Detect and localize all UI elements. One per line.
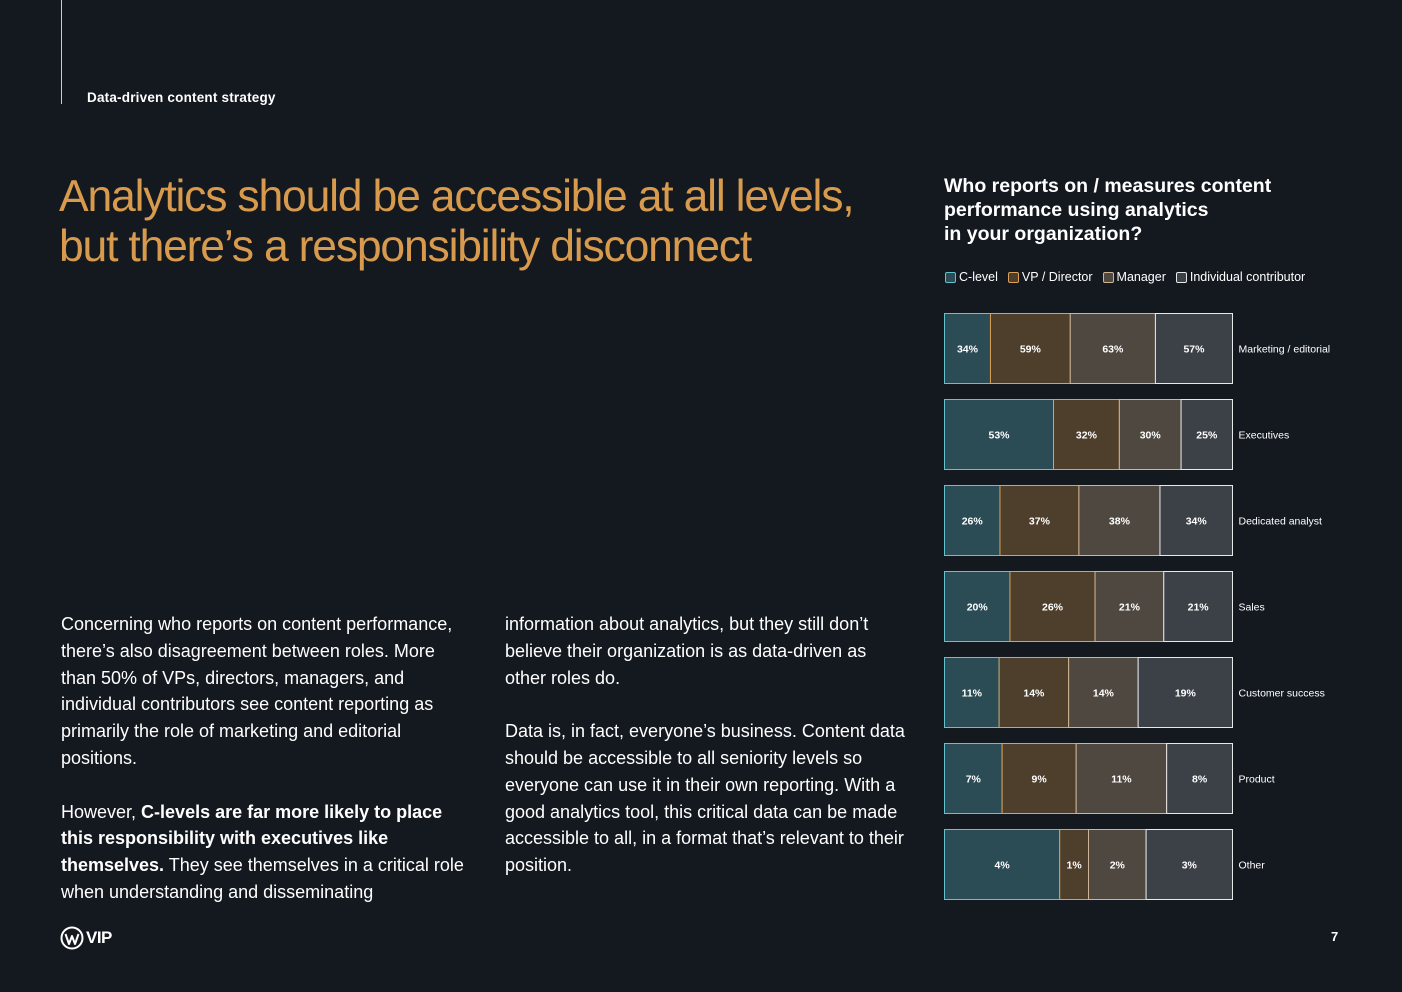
legend-item-vp-director <box>1008 270 1093 284</box>
page-title-line-1: Analytics should be accessible at all levels, <box>59 172 854 221</box>
chart-title-line: Who reports on / measures content <box>944 175 1272 197</box>
category-label: Other <box>1238 859 1265 872</box>
legend-label: C-level <box>959 270 998 284</box>
data-label: 11% <box>961 687 983 700</box>
stacked-bar-chart <box>930 300 1390 910</box>
page-title <box>59 172 919 272</box>
data-label: 7% <box>965 773 981 786</box>
data-label: 63% <box>1102 343 1124 356</box>
body-emphasis: C-levels are far more likely to place this responsibility with executives like themselves. <box>61 801 443 876</box>
legend-swatch-vp-director <box>1008 272 1019 283</box>
data-label: 21% <box>1118 601 1140 614</box>
data-label: 8% <box>1191 773 1208 786</box>
section-label: Data-driven content strategy <box>87 90 276 105</box>
chart-title-line: performance using analytics <box>944 199 1209 221</box>
header-rule <box>61 0 62 104</box>
data-label: 4% <box>994 859 1010 872</box>
body-column-2 <box>505 611 905 906</box>
wordpress-logo-icon <box>60 926 84 950</box>
data-label: 26% <box>961 515 983 528</box>
data-label: 11% <box>1111 773 1132 786</box>
data-label: 14% <box>1023 687 1045 700</box>
category-label: Dedicated analyst <box>1238 515 1322 528</box>
page-title-line-2: but there’s a responsibility disconnect <box>59 222 751 271</box>
chart-legend <box>945 270 1305 284</box>
legend-item-manager <box>1103 270 1166 284</box>
legend-label: VP / Director <box>1021 270 1093 284</box>
data-label: 57% <box>1183 343 1205 356</box>
legend-label: Individual contributor <box>1189 270 1306 284</box>
legend-swatch-individual-contributor <box>1176 272 1187 283</box>
legend-swatch-c-level <box>945 272 956 283</box>
chart-title-line: in your organization? <box>944 223 1143 245</box>
data-label: 9% <box>1031 773 1047 786</box>
data-label: 34% <box>956 343 978 356</box>
category-label: Marketing / editorial <box>1238 343 1331 356</box>
data-label: 3% <box>1181 859 1197 872</box>
body-column-1 <box>61 611 471 933</box>
data-label: 32% <box>1075 429 1097 442</box>
data-label: 1% <box>1066 859 1082 872</box>
vip-logo <box>60 926 112 950</box>
data-label: 2% <box>1109 859 1125 872</box>
data-label: 20% <box>966 601 988 614</box>
category-label: Sales <box>1238 601 1265 614</box>
data-label: 53% <box>988 429 1010 442</box>
category-label: Product <box>1238 773 1275 786</box>
category-label: Customer success <box>1238 687 1325 700</box>
data-label: 37% <box>1028 515 1050 528</box>
body-text: They see themselves in a critical role when understanding and disseminating <box>61 855 464 902</box>
legend-item-individual-contributor <box>1176 270 1305 284</box>
body-paragraph: information about analytics, but they still don’t believe their organization is as data-driven as other roles do. <box>505 614 869 688</box>
body-paragraph: Data is, in fact, everyone’s business. Content data should be accessible to all seniority levels so everyone can use it in their own reporting. With a good analytics tool, this critical data can be made accessible to all, in a format that’s relevant to their position. <box>505 721 905 876</box>
data-label: 19% <box>1174 687 1196 700</box>
data-label: 14% <box>1092 687 1114 700</box>
legend-swatch-manager <box>1103 272 1114 283</box>
category-label: Executives <box>1238 429 1290 442</box>
legend-label: Manager <box>1116 270 1166 284</box>
page-number: 7 <box>1331 929 1339 944</box>
legend-item-c-level <box>945 270 998 284</box>
chart-title <box>944 174 1364 246</box>
logo-text: VIP <box>86 928 112 947</box>
data-label: 30% <box>1139 429 1161 442</box>
data-label: 34% <box>1185 515 1207 528</box>
data-label: 26% <box>1041 601 1064 614</box>
data-label: 38% <box>1108 515 1130 528</box>
body-text: However, <box>61 801 142 822</box>
data-label: 21% <box>1187 601 1209 614</box>
data-label: 25% <box>1196 429 1218 442</box>
data-label: 59% <box>1019 343 1041 356</box>
body-paragraph <box>61 799 471 906</box>
body-paragraph: Concerning who reports on content performance, there’s also disagreement between roles. More than 50% of VPs, directors, managers, and individual contributors see content reporting as primarily the role of marketing and editorial positions. <box>61 614 453 768</box>
